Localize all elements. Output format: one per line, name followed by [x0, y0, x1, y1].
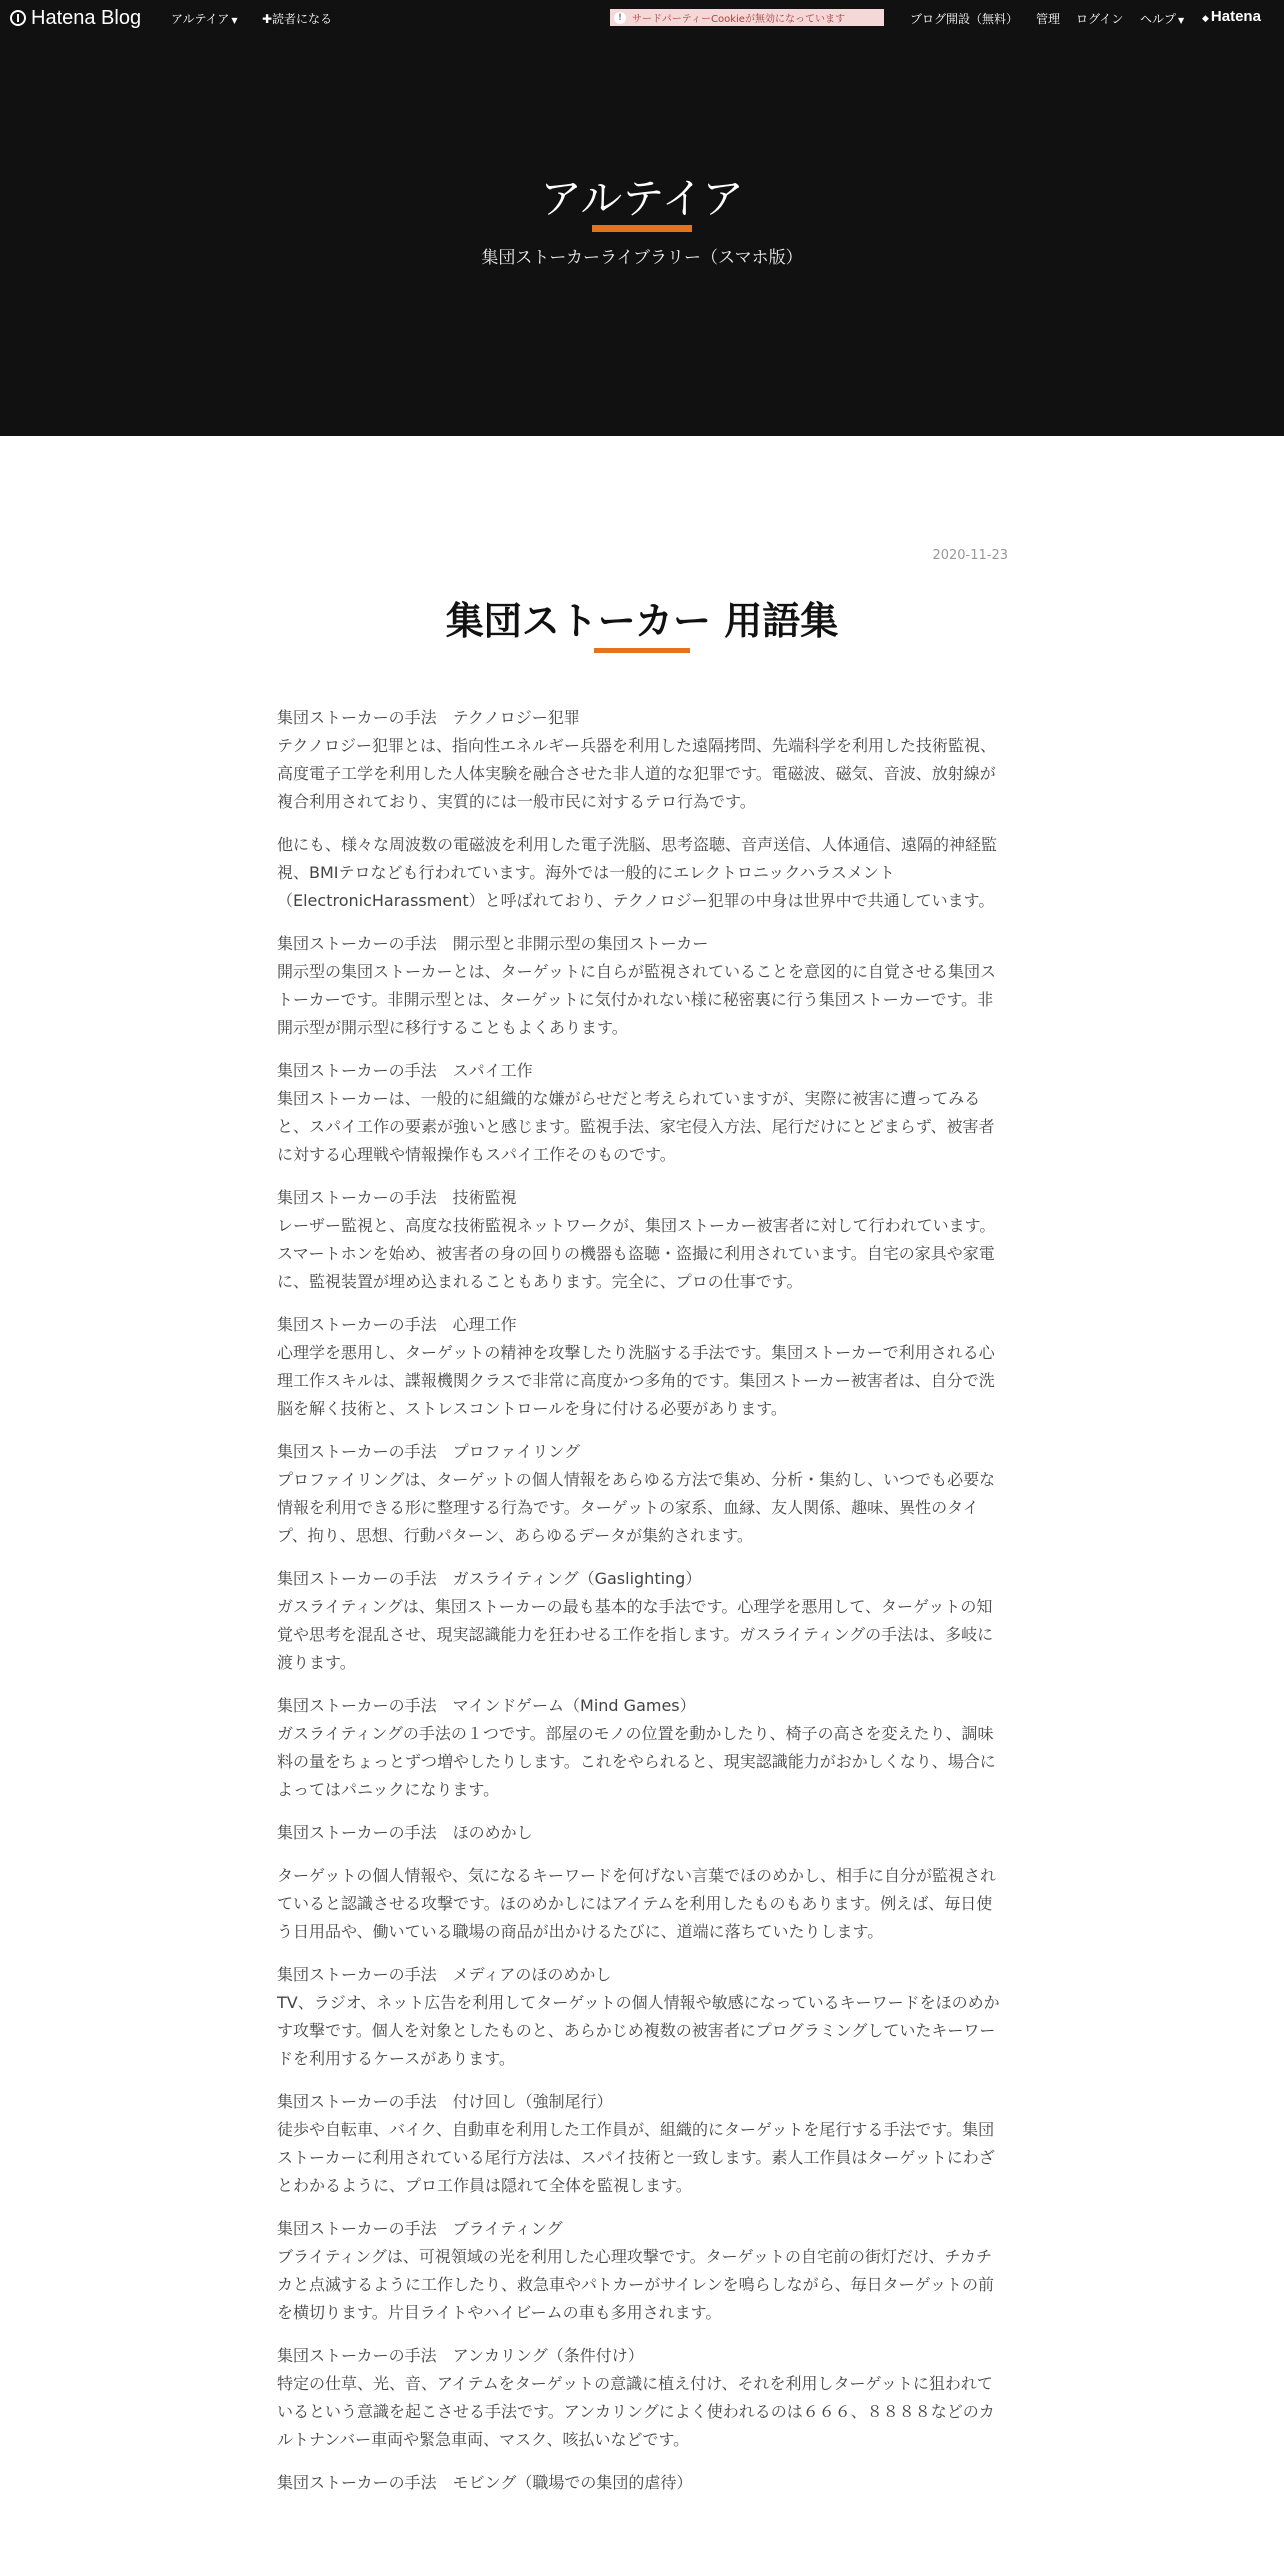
- section-heading: 集団ストーカーの手法 プロファイリング: [277, 1442, 581, 1461]
- entry-paragraph: [277, 930, 1007, 1042]
- entry-paragraph: [277, 1961, 1007, 2073]
- section-text: ガスライティングの手法の１つです。部屋のモノの位置を動かしたり、椅子の高さを変えたり、調味料の量をちょっとずつ増やしたりします。これをやられると、現実認識能力がおかしくなり、場合によってはパニックになります。: [277, 1724, 996, 1799]
- hatena-logo[interactable]: [1202, 8, 1261, 25]
- section-text: レーザー監視と、高度な技術監視ネットワークが、集団ストーカー被害者に対して行われています。スマートホンを始め、被害者の身の回りの機器も盗聴・盗撮に利用されています。自宅の家具や家電に、監視装置が埋め込まれることもあります。完全に、プロの仕事です。: [277, 1216, 996, 1291]
- section-heading: 集団ストーカーの手法 メディアのほのめかし: [277, 1965, 612, 1984]
- login-link[interactable]: ログイン: [1076, 12, 1124, 26]
- entry-paragraph: [277, 2469, 1007, 2497]
- section-text: 他にも、様々な周波数の電磁波を利用した電子洗脳、思考盗聴、音声送信、人体通信、遠隔的神経監視、BMIテロなども行われています。海外では一般的にエレクトロニックハラスメント（ElectronicHarassment）と呼ばれており、テクノロジー犯罪の中身は世界中で共通しています。: [277, 835, 998, 910]
- section-text: プロファイリングは、ターゲットの個人情報をあらゆる方法で集め、分析・集約し、いつでも必要な情報を利用できる形に整理する行為です。ターゲットの家系、血縁、友人関係、趣味、異性のタイプ、拘り、思想、行動パターン、あらゆるデータが集約されます。: [277, 1470, 996, 1545]
- entry-paragraph: [277, 1692, 1007, 1804]
- section-text: ガスライティングは、集団ストーカーの最も基本的な手法です。心理学を悪用して、ターゲットの知覚や思考を混乱させ、現実認識能力を狂わせる工作を指します。ガスライティングの手法は、多岐に渡ります。: [277, 1597, 994, 1672]
- section-heading: 集団ストーカーの手法 ガスライティング（Gaslighting）: [277, 1569, 702, 1588]
- info-icon: !: [614, 12, 626, 24]
- section-text: 特定の仕草、光、音、アイテムをターゲットの意識に植え付け、それを利用しターゲットに狙われているという意識を起こさせる手法です。アンカリングによく使われるのは６６６、８８８８などのカルトナンバー車両や緊急車両、マスク、咳払いなどです。: [277, 2374, 995, 2449]
- section-text: 集団ストーカーは、一般的に組織的な嫌がらせだと考えられていますが、実際に被害に遭ってみると、スパイ工作の要素が強いと感じます。監視手法、家宅侵入方法、尾行だけにとどまらず、被害者に対する心理戦や情報操作もスパイ工作そのものです。: [277, 1089, 995, 1164]
- open-blog-link[interactable]: ブログ開設（無料）: [910, 12, 1019, 26]
- section-heading: 集団ストーカーの手法 心理工作: [277, 1315, 517, 1334]
- entry-paragraph: [277, 1057, 1007, 1169]
- entry-paragraph: [277, 2342, 1007, 2454]
- section-heading: 集団ストーカーの手法 スパイ工作: [277, 1061, 533, 1080]
- global-header: [0, 0, 1284, 36]
- title-underline: [592, 225, 692, 232]
- hatena-blog-logo[interactable]: [10, 6, 141, 30]
- help-label: ヘルプ: [1140, 12, 1177, 26]
- section-heading: 集団ストーカーの手法 技術監視: [277, 1188, 517, 1207]
- entry-paragraph: [277, 1819, 1007, 1847]
- section-text: 心理学を悪用し、ターゲットの精神を攻撃したり洗脳する手法です。集団ストーカーで利用される心理工作スキルは、諜報機関クラスで非常に高度かつ多角的です。集団ストーカー被害者は、自分で洗脳を解く技術と、ストレスコントロールを身に付ける必要があります。: [277, 1343, 995, 1418]
- chevron-down-icon: ▼: [1178, 16, 1185, 25]
- section-heading: 集団ストーカーの手法 ブライティング: [277, 2219, 563, 2238]
- entry-paragraph: [277, 1438, 1007, 1550]
- help-dropdown[interactable]: [1140, 10, 1184, 27]
- blog-title[interactable]: アルテイア: [539, 174, 745, 223]
- entry-paragraph: [277, 1862, 1007, 1946]
- entry-date[interactable]: 2020-11-23: [932, 548, 1008, 563]
- entry-title[interactable]: 集団ストーカー 用語集: [445, 599, 839, 643]
- entry-paragraph: [277, 1184, 1007, 1296]
- section-heading: 集団ストーカーの手法 ほのめかし: [277, 1823, 533, 1842]
- section-heading: 集団ストーカーの手法 モビング（職場での集団的虐待）: [277, 2473, 693, 2492]
- section-text: 開示型の集団ストーカーとは、ターゲットに自らが監視されていることを意図的に自覚させる集団ストーカーです。非開示型とは、ターゲットに気付かれない様に秘密裏に行う集団ストーカーです。非開示型が開示型に移行することもよくあります。: [277, 962, 997, 1037]
- section-heading: 集団ストーカーの手法 テクノロジー犯罪: [277, 708, 580, 727]
- section-text: ブライティングは、可視領域の光を利用した心理攻撃です。ターゲットの自宅前の街灯だけ、チカチカと点滅するように工作したり、救急車やパトカーがサイレンを鳴らしながら、毎日ターゲットの前を横切ります。片目ライトやハイビームの車も多用されます。: [277, 2247, 995, 2322]
- cookie-notice[interactable]: [610, 9, 884, 26]
- section-text: テクノロジー犯罪とは、指向性エネルギー兵器を利用した遠隔拷問、先端科学を利用した技術監視、高度電子工学を利用した人体実験を融合させた非人道的な犯罪です。電磁波、磁気、音波、放射線が複合利用されており、実質的には一般市民に対するテロ行為です。: [277, 736, 997, 811]
- section-heading: 集団ストーカーの手法 アンカリング（条件付け）: [277, 2346, 644, 2365]
- hatena-blog-logo-icon: [10, 10, 26, 26]
- section-heading: 集団ストーカーの手法 マインドゲーム（Mind Games）: [277, 1696, 696, 1715]
- brand-name: Hatena Blog: [31, 6, 142, 29]
- entry-paragraph: [277, 831, 1007, 915]
- entry-paragraph: [277, 1565, 1007, 1677]
- entry-paragraph: [277, 2215, 1007, 2327]
- section-heading: 集団ストーカーの手法 開示型と非開示型の集団ストーカー: [277, 934, 709, 953]
- entry-paragraph: [277, 1311, 1007, 1423]
- blog-menu-label: アルテイア: [171, 12, 230, 26]
- section-text: TV、ラジオ、ネット広告を利用してターゲットの個人情報や敏感になっているキーワードをほのめかす攻撃です。個人を対象としたものと、あらかじめ複数の被害者にプログラミングしていたキーワードを利用するケースがあります。: [277, 1993, 1000, 2068]
- blog-description: 集団ストーカーライブラリー（スマホ版）: [481, 248, 803, 268]
- blog-header: [0, 36, 1284, 436]
- subscribe-button[interactable]: ✚読者になる: [262, 12, 333, 26]
- section-text: 徒歩や自転車、バイク、自動車を利用した工作員が、組織的にターゲットを尾行する手法です。集団ストーカーに利用されている尾行方法は、スパイ技術と一致します。素人工作員はターゲットにわざとわかるように、プロ工作員は隠れて全体を監視します。: [277, 2120, 995, 2195]
- section-text: ターゲットの個人情報や、気になるキーワードを何げない言葉でほのめかし、相手に自分が監視されていると認識させる攻撃です。ほのめかしにはアイテムを利用したものもあります。例えば、毎日使う日用品や、働いている職場の商品が出かけるたびに、道端に落ちていたりします。: [277, 1866, 997, 1941]
- entry-paragraph: [277, 704, 1007, 816]
- admin-link[interactable]: 管理: [1036, 12, 1061, 26]
- hatena-bird-icon: ◆: [1202, 13, 1209, 23]
- chevron-down-icon: ▼: [231, 16, 238, 25]
- hatena-logo-text: Hatena: [1210, 8, 1261, 25]
- entry-paragraph: [277, 2088, 1007, 2200]
- blog-menu-dropdown[interactable]: [171, 10, 237, 27]
- entry-title-underline: [594, 648, 690, 653]
- section-heading: 集団ストーカーの手法 付け回し（強制尾行）: [277, 2092, 613, 2111]
- cookie-notice-text: サードパーティーCookieが無効になっています: [632, 14, 845, 25]
- entry-content: [277, 704, 1007, 2512]
